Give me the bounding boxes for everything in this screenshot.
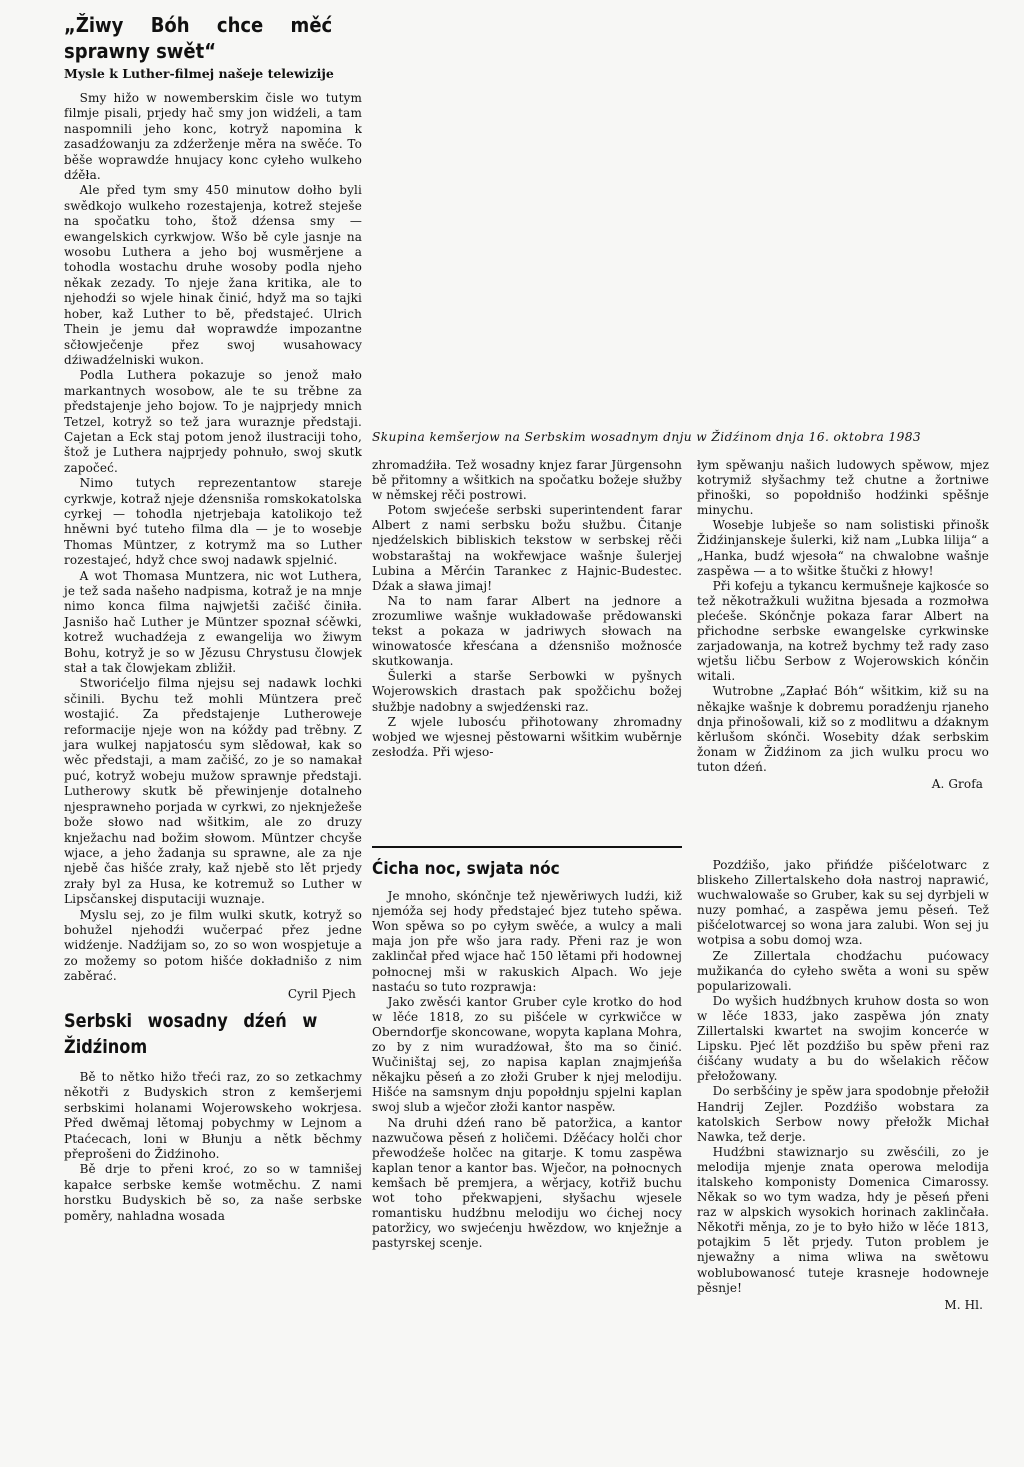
article1-signature: Cyril Pjech [287, 986, 356, 1001]
article3-paragraph: Do wyšich hudźbnych kruhow dosta so won w lěće 1833, jako zaspěwa jón znaty Zillertalski kwartet na swojim koncerće w Lipsku. Pjeć lět pozdźišo bu spěw přeni raz ćišćany wudaty a bu do wšelakich rěčow přełožowany. [697, 993, 989, 1084]
article3-paragraph: Na druhi dźeń rano bě patoržica, a kantor nazwučowa pěseń z holičemi. Dźěćacy holči chor přewodźeše holčec na gitarje. K tomu zaspěwa kaplan tenor a kantor bas. Wječor, na połnocnych kemšach bě premjera, a wěrjacy, kotřiž buchu wot toho překwapjeni, słyšachu wjesele romantisku hudźbnu melodiju wo ćichej nocy patoržicy, wo swjećenju hwězdow, wo knježnje a pastyrskej scenje. [372, 1115, 682, 1251]
article3-paragraph: Pozdźišo, jako přińdźe pišćelotwarc z bliskeho Zillertalskeho doła nastroj naprawić, wuchwalowaše so Gruber, kak su sej dyrbjeli w nuzy pomhać, a zaspěwa jemu pěseń. Tež pišćelotwarcej so wona jara zalubi. Won sej ju wotpisa a sobu domoj wza. [697, 858, 989, 948]
left-column [64, 12, 362, 1224]
article3-paragraph: Je mnoho, skónčnje tež njewěriwych ludźi, kiž njemóža sej hody předstajeć bjez tuteho spěwa. Won spěwa so po cyłym swěće, a wulcy a mali maja jon pře wšo jara rady. Přeni raz je won zaklinčał před wjace hač 150 lětami při hodownej połnocnej mši w rakuskich Alpach. Wo jeje nastaću so tuto rozprawja: [372, 889, 682, 994]
article1-paragraph: A wot Thomasa Muntzera, nic wot Luthera, je tež sada našeho nadpisma, kotraž je na mnje nimo konca filma najwjetši začišć činiła. Jasnišo hač Luther je Müntzer spoznał sćěwki, kotrež wuchadźeja z ewangelija wo žiwym Bohu, kotryž je so w Jězusu Chrystusu člowjek stał a tak člowjekam zbližił. [64, 568, 362, 676]
article1-paragraph: Myslu sej, zo je film wulki skutk, kotryž so bohužel njehodźi wučerpać přez jedne widźenje. Nadźijam so, zo so won wospjetuje a zo možemy so potom hišće dokładnišo z nim zaběrać. [64, 907, 362, 984]
article3-signature: M. Hl. [944, 1297, 983, 1312]
article2-paragraph: Při kofeju a tykancu kermušneje kajkosće so tež někotražkuli wužitna bjesada a rozmołwa plećeše. Skónčnje pokaza farar Albert na přichodne serbske ewangelske cyrkwinske zarjadowanja, na kotrež bychmy tež rady zaso wjetšu ličbu Serbow z Wojerowskich kónčin witali. [697, 578, 989, 684]
article1-body [64, 91, 362, 1002]
article2-paragraph: Wutrobne „Zapłać Bóh“ wšitkim, kiž su na někajke wašnje k dobremu poradźenju rjaneho dnja přinošowali, kiž so z modlitwu a dźaknym kěrlušom skónči. Wosebity dźak serbskim žonam w Židźinom za jich wulku procu wo tuton dźeń. [697, 684, 989, 774]
article2-paragraph: łym spěwanju našich ludowych spěwow, mjez kotrymiž słyšachmy tež chutne a žortniwe přinoški, so popołdnišo hodźinki spěšnje minychu. [697, 458, 989, 518]
article2-body [64, 1070, 362, 1224]
photo [372, 12, 997, 422]
article3-paragraph: Ze Zillertala chodźachu pućowacy mužikanća do cyłeho swěta a woni su spěw popularizowali. [697, 948, 989, 993]
article1-paragraph: Smy hižo w nowemberskim čisle wo tutym filmje pisali, prjedy hač smy jon widźeli, a tam naspomnili jeho konc, kotryž napomina k zasadźowanju za zdźerženje měra na swěće. To běše woprawdźe hnujacy konc cyłeho wulkeho dźěła. [64, 91, 362, 183]
article1-paragraph: Podla Luthera pokazuje so jenož mało markantnych wosobow, ale te su trěbne za předstajenje jeho bojow. To je najprjedy mnich Tetzel, kotryž so tež jara wuraznje předstaji. Cajetan a Eck staj potom jenož ilustraciji toho, štož je Luthera najprjedy pohnuło, swoj skutk započeć. [64, 368, 362, 475]
article2-paragraph: Wosebje lubješe so nam solistiski přinošk Židźinjanskeje šulerki, kiž nam „Lubka lilija“ a „Hanka, budź wjesoła“ na chwalobne wašnje zaspěwa — a to wšitke štučki z hłowy! [697, 518, 989, 578]
article3-paragraph: Hudźbni stawiznarjo su zwěsćili, zo je melodija mjenje znata operowa melodija italskeho komponisty Domenica Cimarossy. Někak so wo tym wadza, hdy je pěseń přeni raz w alpskich wysokich horinach zaklinčała. Někotři měnja, zo je to było hižo w lěće 1813, potajkim 5 lět prjedy. Tuton problem je njewažny a nima wliwa na swětowu woblubowanosć tuteje krasneje hodowneje pěsnje! [697, 1144, 989, 1295]
article3-headline: Ćicha noc, swjata nóc [372, 859, 560, 879]
article2-continuation-col1 [372, 458, 682, 760]
article2-paragraph: Bě to nětko hižo třeći raz, zo so zetkachmy někotři z Budyskich stron z kemšerjemi serbskimi holanami Wojerowskeho wokrjesa. Před dwěmaj lětomaj pobychmy w Lejnom a Ptaćecach, loni w Błunju a nětk běchmy přeprošeni do Židźinoho. [64, 1069, 362, 1161]
article3-paragraph: Jako zwěsći kantor Gruber cyle krotko do hod w lěće 1818, zo su pišćele w cyrkwičce w Oberndorfje skoncowane, wopyta kaplana Mohra, zo by z nim wuradźował, što ma so činić. Wučiništaj sej, zo napisa kaplan znajmjeńša někajku pěseń a zo złoži Gruber k njej melodiju. Hišće na samsnym dnju popołdnju spjelni kaplan swoj slub a wječor złoži kantor naspěw. [372, 994, 682, 1115]
article3-paragraph: Do serbšćiny je spěw jara spodobnje přełožił Handrij Zejler. Pozdźišo wobstara za katolskich Serbow nowy přełožk Michał Nawka, tež derje. [697, 1084, 989, 1144]
photo-caption: Skupina kemšerjow na Serbskim wosadnym dnju w Židźinom dnja 16. oktobra 1983 [372, 430, 922, 444]
article2-paragraph: Z wjele lubosću přihotowany zhromadny wobjed we wjesnej pěstowarni wšitkim wuběrnje zesłodźa. Při wjeso- [372, 714, 682, 759]
article2-signature: A. Grofa [931, 776, 983, 791]
article2-paragraph: Na to nam farar Albert na jednore a zrozumliwe wašnje wukładowaše prědowanski tekst a pokaza w jadriwych słowach na winowatosće křesćana a dźensnišo možnosće skutkowanja. [372, 593, 682, 669]
article2-paragraph: Potom swjećeše serbski superintendent farar Albert z nami serbsku božu słužbu. Čitanje njedźelskich bibliskich tekstow w serbskej rěči wobstaraštaj na wokřewjace wašnje šulerjej Lubina a Měrćin Tarankec z Hajnic-Budestec. Dźak a sława jimaj! [372, 503, 682, 593]
article3-col2 [697, 858, 989, 1313]
article2-paragraph: zhromadźiła. Tež wosadny knjez farar Jürgensohn bě přitomny a wšitkich na spočatku božeje słužby w němskej rěči postrowi. [372, 458, 682, 503]
article2-paragraph: Bě drje to přeni kroć, zo so w tamnišej kapałce serbske kemše wotměchu. Z nami horstku Budyskich bě so, za naše serbske poměry, nahladna wosada [64, 1162, 362, 1223]
article3-col1 [372, 858, 682, 1251]
article2-continuation-col2 [697, 458, 989, 792]
section-divider [372, 846, 682, 848]
article1-paragraph: Stworićeljo filma njejsu sej nadawk lochki sčinili. Bychu tež mohli Müntzera preč wostajić. Za předstajenje Lutheroweje reformacije njeje won na kóždy pad trěbny. Z jara wulkej napjatosću sym slědował, kak so wěc předstaji, a mam začišć, zo je so namakał puć, kotryž wobeju mužow sprawnje předstaji. Lutherowy skutk bě přewinjenje dotalneho njesprawneho porjada w cyrkwi, zo njeknježeše bože słowo nad wšitkim, ale zo druzy knježachu nad božim słowom. Müntzer chcyše wjace, a jeho žadanja su sprawne, ale za nje njebě čas hišće zrały, kaž njebě sto lět prjedy zrały byl za Husa, ke kotremuž so Luther w Lipsčanskej disputaciji wuznaje. [64, 676, 362, 907]
article1-paragraph: Nimo tutych reprezentantow stareje cyrkwje, kotraž njeje dźensniša romskokatolska cyrkej — tohodla njetrjebaja katolikojo tež hněwni być tuteho filma dla — je to wosebje Thomas Müntzer, z kotrymž ma so Luther rozestajeć, hdyž chce swoj nadawk spjelnić. [64, 476, 362, 568]
article2-paragraph: Šulerki a starše Serbowki w pyšnych Wojerowskich drastach pak spožčichu božej słužbje nadobny a swjedźenski raz. [372, 669, 682, 714]
article1-headline: „Žiwy Bóh chce měć sprawny swět“ [64, 13, 333, 63]
article1-kicker: Mysle k Luther-filmej našeje telewizije [64, 66, 334, 81]
article2-headline: Serbski wosadny dźeń w Židźinom [64, 1009, 318, 1058]
article1-paragraph: Ale před tym smy 450 minutow dołho byli swědkojo wulkeho rozestajenja, kotrež steješe na spočatku toho, štož dźensa smy — ewangelskich cyrkwjow. Wšo bě cyle jasnje na wosobu Luthera a jeho boj wusměrjene a tohodla wostachu druhe wosoby podla njeho někak zezady. To njeje žana kritika, ale to njehodźi so wjele hinak činić, hdyž ma so tajki hober, kaž Luther to bě, předstajeć. Ulrich Thein je jemu dał woprawdźe impozantne sčłowječenje přez swoj wusahowacy dźiwadźelniski wukon. [64, 183, 362, 367]
